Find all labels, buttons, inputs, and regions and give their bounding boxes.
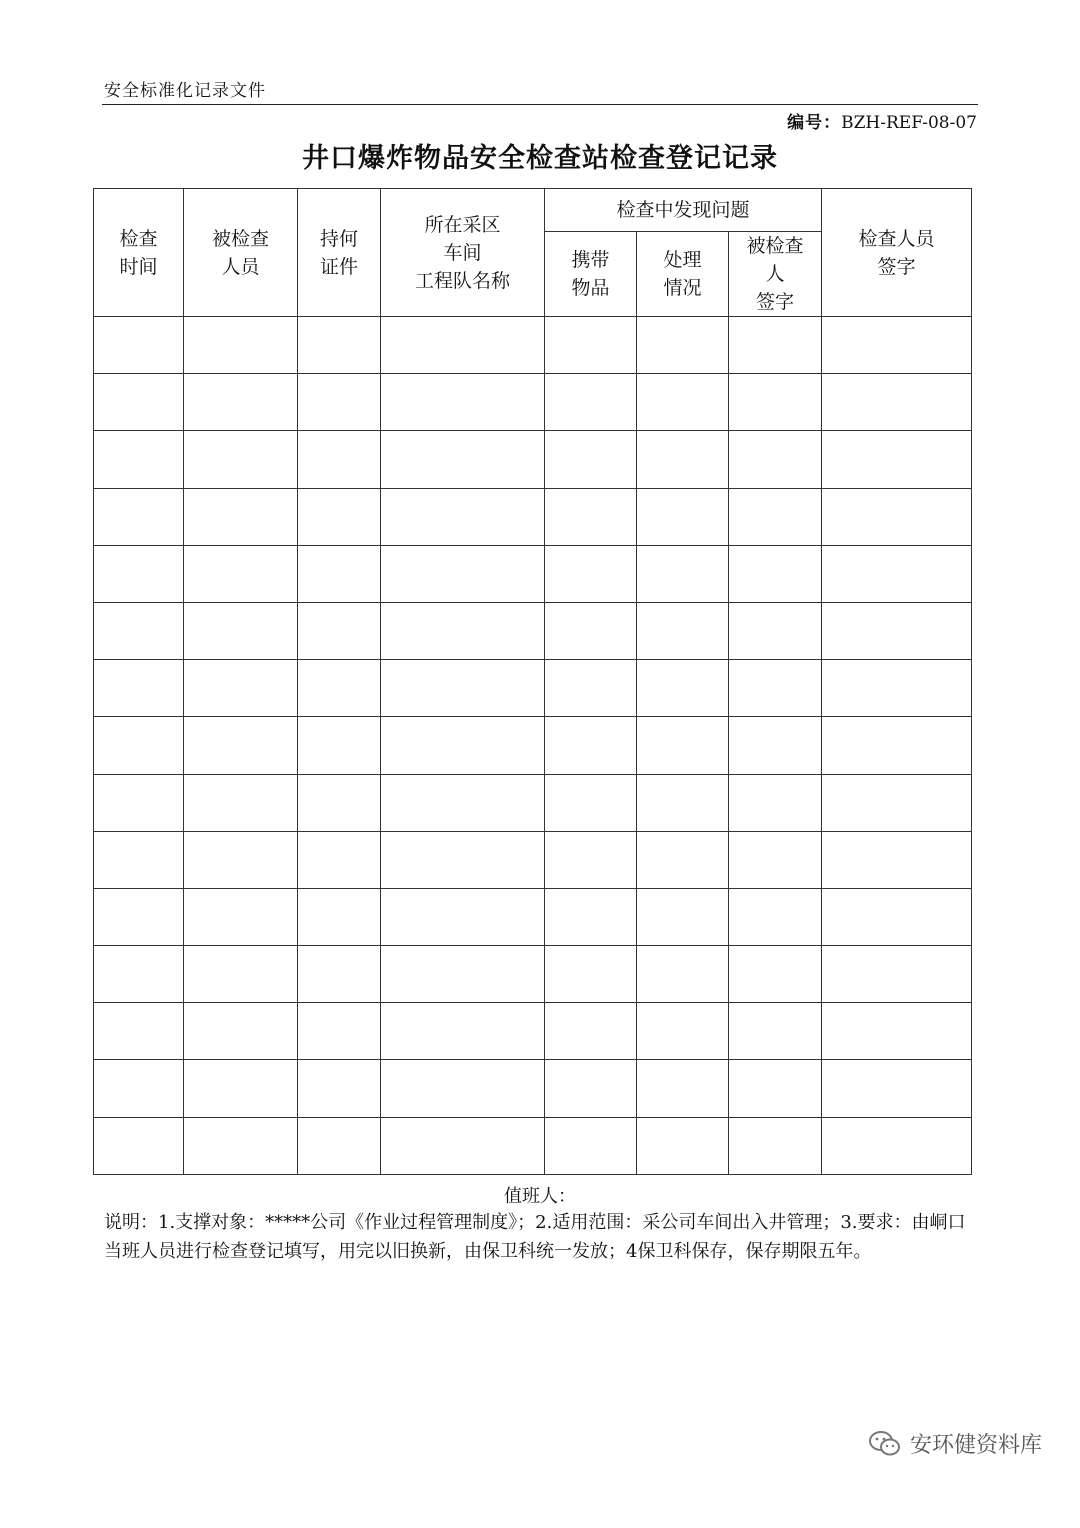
- table-cell[interactable]: [94, 888, 184, 945]
- table-cell[interactable]: [381, 374, 545, 431]
- table-cell[interactable]: [381, 602, 545, 659]
- document-type-label: 安全标准化记录文件: [104, 81, 266, 101]
- table-cell[interactable]: [637, 374, 729, 431]
- table-cell[interactable]: [381, 717, 545, 774]
- table-row: [94, 602, 972, 659]
- table-cell[interactable]: [298, 946, 381, 1003]
- table-cell[interactable]: [729, 374, 822, 431]
- table-cell[interactable]: [184, 317, 298, 374]
- table-cell[interactable]: [94, 1003, 184, 1060]
- table-cell[interactable]: [545, 888, 637, 945]
- table-cell[interactable]: [729, 831, 822, 888]
- table-cell[interactable]: [822, 602, 972, 659]
- table-cell[interactable]: [94, 545, 184, 602]
- table-cell[interactable]: [94, 431, 184, 488]
- table-row: [94, 431, 972, 488]
- table-cell[interactable]: [381, 1117, 545, 1174]
- table-row: [94, 1003, 972, 1060]
- table-cell[interactable]: [545, 488, 637, 545]
- table-cell[interactable]: [545, 1060, 637, 1117]
- table-cell[interactable]: [822, 717, 972, 774]
- table-cell[interactable]: [94, 831, 184, 888]
- explanation-note: 说明：1.支撑对象：*****公司《作业过程管理制度》；2.适用范围：采公司车间出入井管理；3.要求：由峒口当班人员进行检查登记填写，用完以旧换新，由保卫科统一发放；4保卫科保存，保存期限五年。: [104, 1212, 966, 1262]
- table-cell[interactable]: [545, 717, 637, 774]
- col-inspectee-signature: 被检查 人 签字: [729, 232, 822, 317]
- record-table-body: [94, 317, 972, 1175]
- table-cell[interactable]: [184, 660, 298, 717]
- table-cell[interactable]: [545, 660, 637, 717]
- table-cell[interactable]: [822, 831, 972, 888]
- table-cell[interactable]: [298, 545, 381, 602]
- table-cell[interactable]: [298, 602, 381, 659]
- table-cell[interactable]: [94, 660, 184, 717]
- wechat-icon: [868, 1429, 902, 1459]
- table-cell[interactable]: [637, 774, 729, 831]
- table-cell[interactable]: [298, 888, 381, 945]
- table-cell[interactable]: [184, 431, 298, 488]
- table-cell[interactable]: [381, 1060, 545, 1117]
- table-cell[interactable]: [822, 374, 972, 431]
- table-cell[interactable]: [381, 774, 545, 831]
- table-cell[interactable]: [637, 431, 729, 488]
- table-cell[interactable]: [637, 888, 729, 945]
- table-cell[interactable]: [545, 317, 637, 374]
- table-cell[interactable]: [545, 946, 637, 1003]
- table-cell[interactable]: [545, 774, 637, 831]
- table-cell[interactable]: [729, 888, 822, 945]
- table-cell[interactable]: [298, 374, 381, 431]
- table-cell[interactable]: [184, 831, 298, 888]
- table-cell[interactable]: [729, 1003, 822, 1060]
- col-check-time: 检查 时间: [94, 189, 184, 317]
- header-divider: [102, 104, 978, 105]
- table-row: [94, 774, 972, 831]
- table-cell[interactable]: [729, 317, 822, 374]
- watermark-text: 安环健资料库: [909, 1433, 1042, 1458]
- table-cell[interactable]: [637, 1060, 729, 1117]
- page-title: 井口爆炸物品安全检查站检查登记记录: [302, 143, 778, 174]
- table-cell[interactable]: [822, 488, 972, 545]
- table-cell[interactable]: [822, 1003, 972, 1060]
- table-cell[interactable]: [822, 1060, 972, 1117]
- table-cell[interactable]: [822, 1117, 972, 1174]
- table-cell[interactable]: [381, 946, 545, 1003]
- table-cell[interactable]: [381, 431, 545, 488]
- table-cell[interactable]: [822, 888, 972, 945]
- table-cell[interactable]: [729, 717, 822, 774]
- table-cell[interactable]: [184, 1060, 298, 1117]
- table-cell[interactable]: [729, 1060, 822, 1117]
- table-cell[interactable]: [184, 488, 298, 545]
- col-handling: 处理 情况: [637, 232, 729, 317]
- col-unit-name: 所在采区 车间 工程队名称: [381, 189, 545, 317]
- table-cell[interactable]: [637, 831, 729, 888]
- table-cell[interactable]: [298, 1117, 381, 1174]
- table-row: [94, 660, 972, 717]
- table-cell[interactable]: [381, 317, 545, 374]
- watermark: [868, 1428, 1042, 1459]
- table-cell[interactable]: [298, 1060, 381, 1117]
- table-cell[interactable]: [637, 317, 729, 374]
- table-cell[interactable]: [545, 374, 637, 431]
- table-cell[interactable]: [729, 488, 822, 545]
- table-cell[interactable]: [94, 488, 184, 545]
- table-cell[interactable]: [545, 1117, 637, 1174]
- document-code-label: 编号：: [787, 113, 842, 133]
- table-row: [94, 545, 972, 602]
- table-row: [94, 1060, 972, 1117]
- table-cell[interactable]: [298, 317, 381, 374]
- col-certificate: 持何 证件: [298, 189, 381, 317]
- table-cell[interactable]: [637, 1117, 729, 1174]
- table-cell[interactable]: [637, 488, 729, 545]
- table-cell[interactable]: [381, 488, 545, 545]
- table-cell[interactable]: [822, 545, 972, 602]
- table-cell[interactable]: [637, 1003, 729, 1060]
- table-cell[interactable]: [381, 545, 545, 602]
- table-cell[interactable]: [729, 431, 822, 488]
- table-cell[interactable]: [94, 946, 184, 1003]
- table-cell[interactable]: [381, 831, 545, 888]
- table-cell[interactable]: [94, 374, 184, 431]
- table-row: [94, 831, 972, 888]
- table-cell[interactable]: [184, 374, 298, 431]
- table-row: [94, 1117, 972, 1174]
- table-cell[interactable]: [545, 431, 637, 488]
- record-table: [93, 188, 972, 1175]
- table-cell[interactable]: [545, 602, 637, 659]
- table-cell[interactable]: [298, 660, 381, 717]
- table-cell[interactable]: [298, 774, 381, 831]
- table-cell[interactable]: [298, 831, 381, 888]
- table-cell[interactable]: [94, 717, 184, 774]
- table-cell[interactable]: [822, 660, 972, 717]
- col-inspected-person: 被检查 人员: [184, 189, 298, 317]
- table-cell[interactable]: [729, 545, 822, 602]
- table-row: [94, 717, 972, 774]
- duty-person-label: 值班人：: [504, 1186, 576, 1207]
- table-cell[interactable]: [822, 774, 972, 831]
- table-cell[interactable]: [381, 1003, 545, 1060]
- table-row: [94, 317, 972, 374]
- table-cell[interactable]: [94, 1060, 184, 1117]
- document-code-value: BZH-REF-08-07: [841, 113, 977, 133]
- table-cell[interactable]: [822, 317, 972, 374]
- table-cell[interactable]: [381, 888, 545, 945]
- table-cell[interactable]: [729, 660, 822, 717]
- col-carried-items: 携带 物品: [545, 232, 637, 317]
- table-cell[interactable]: [545, 1003, 637, 1060]
- table-cell[interactable]: [184, 545, 298, 602]
- table-cell[interactable]: [545, 831, 637, 888]
- table-cell[interactable]: [729, 1117, 822, 1174]
- table-cell[interactable]: [381, 660, 545, 717]
- table-cell[interactable]: [184, 602, 298, 659]
- table-row: [94, 888, 972, 945]
- document-code: [787, 108, 977, 133]
- table-cell[interactable]: [298, 1003, 381, 1060]
- table-cell[interactable]: [184, 774, 298, 831]
- table-cell[interactable]: [298, 431, 381, 488]
- table-cell[interactable]: [729, 946, 822, 1003]
- table-row: [94, 946, 972, 1003]
- table-cell[interactable]: [545, 545, 637, 602]
- table-cell[interactable]: [94, 602, 184, 659]
- table-cell[interactable]: [729, 774, 822, 831]
- table-row: [94, 488, 972, 545]
- table-row: [94, 374, 972, 431]
- table-cell[interactable]: [184, 1117, 298, 1174]
- table-cell[interactable]: [637, 717, 729, 774]
- table-cell[interactable]: [298, 717, 381, 774]
- table-cell[interactable]: [637, 946, 729, 1003]
- table-cell[interactable]: [729, 602, 822, 659]
- table-cell[interactable]: [184, 946, 298, 1003]
- table-cell[interactable]: [184, 717, 298, 774]
- table-cell[interactable]: [637, 545, 729, 602]
- table-cell[interactable]: [94, 1117, 184, 1174]
- table-cell[interactable]: [637, 660, 729, 717]
- table-cell[interactable]: [184, 888, 298, 945]
- table-cell[interactable]: [94, 774, 184, 831]
- table-cell[interactable]: [822, 431, 972, 488]
- table-cell[interactable]: [94, 317, 184, 374]
- col-inspector-signature: 检查人员 签字: [822, 189, 972, 317]
- table-cell[interactable]: [184, 1003, 298, 1060]
- table-cell[interactable]: [298, 488, 381, 545]
- table-cell[interactable]: [637, 602, 729, 659]
- table-cell[interactable]: [822, 946, 972, 1003]
- col-group-problems: 检查中发现问题: [545, 189, 822, 232]
